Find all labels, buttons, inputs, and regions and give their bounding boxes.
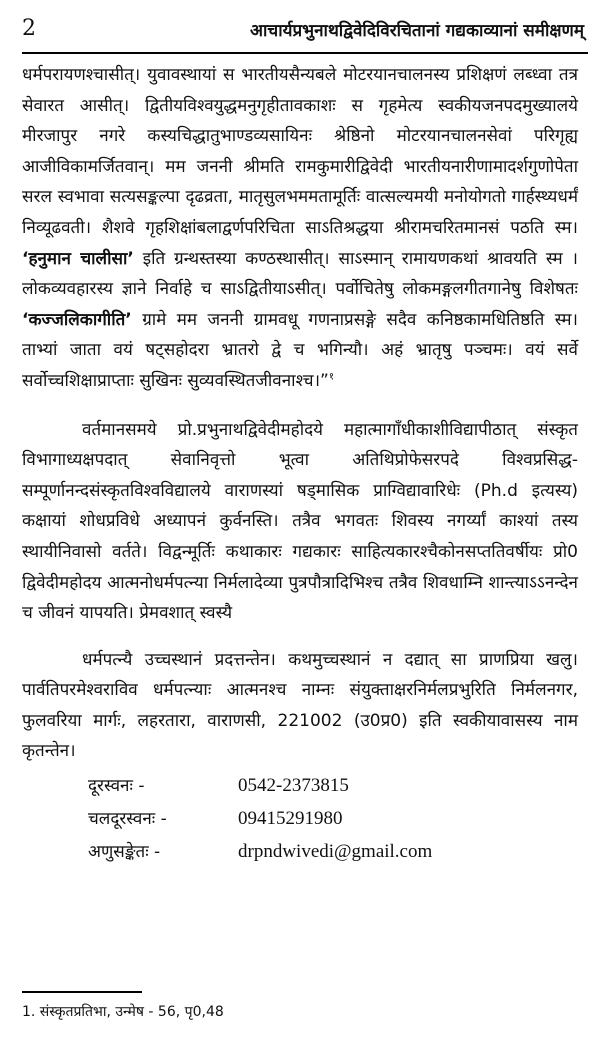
contact-value: drpndwivedi@gmail.com xyxy=(238,841,433,863)
contact-label: दूरस्वनः - xyxy=(88,776,145,797)
body-text xyxy=(22,60,578,866)
contact-value: 09415291980 xyxy=(238,808,343,830)
footnote: 1. संस्कृतप्रतिभा, उन्मेष - 56, पृ0,48 xyxy=(22,1004,224,1020)
contact-row-mobile xyxy=(22,800,578,833)
running-title: आचार्यप्रभुनाथद्विवेदिविरचितानां गद्यकाव्यानां समीक्षणम् xyxy=(250,21,584,41)
contact-label: अणुसङ्केतः - xyxy=(88,842,161,863)
paragraph-2: वर्तमानसमये प्रो.प्रभुनाथद्विवेदीमहोदये महात्मागाँधीकाशीविद्यापीठात् संस्कृत विभागाध्यक्षपदात् सेवानिवृत्तो भूत्वा अतिथिप्रोफेसरपदे विश्वप्रसिद्ध-सम्पूर्णानन्दसंस्कृतविश्वविद्यालये वाराणस्यां षड्मासिक प्राग्विद्यावारिधेः (Ph.d इत्यस्य) कक्षायां शोधप्रविधे अध्यापनं कुर्वनस्ति। तत्रैव भगवतः शिवस्य नगर्य्यां काश्यां तस्य स्थायीनिवासो वर्तते। विद्वन्मूर्तिः कथाकारः गद्यकारः साहित्यकारश्चैकोनसप्ततिवर्षीयः प्रो0 द्विवेदीमहोदय आत्मनोधर्मपत्न्या निर्मलादेव्या पुत्रपौत्रादिभिश्च तत्रैव शिवधाम्नि शान्त्याऽऽनन्देन च जीवनं यापयति। प्रेमवशात् स्वस्यै xyxy=(22,419,578,624)
page-number: 2 xyxy=(22,16,36,41)
header-rule xyxy=(22,52,588,54)
contact-row-landline xyxy=(22,767,578,800)
footnote-marker: १ xyxy=(328,371,335,383)
running-header xyxy=(8,16,588,50)
footnote-rule xyxy=(22,991,142,993)
paragraph-1-part-c: ग्रामे मम जननी ग्रामवधू गणनाप्रसङ्गे सदैव कनिष्ठकामधितिष्ठति स्म। ताभ्यां जाता वयं षट्सहोदरा भ्रातरो द्वे च भगिन्यौ। अहं भ्रातृषु पञ्चमः। वयं सर्वे सर्वोच्चशिक्षाप्राप्ताः सुखिनः सुव्यवस्थितजीवनाश्च।” xyxy=(22,309,578,391)
contact-label: चलदूरस्वनः - xyxy=(88,809,167,830)
paragraph-1-part-a: धर्मपरायणश्चासीत्। युवावस्थायां स भारतीयसैन्यबले मोटरयानचालनस्य प्रशिक्षणं लब्ध्वा तत्र सेवारत आसीत्। द्वितीयविश्वयुद्धमनुगृहीतावकाशः स गृहमेत्य स्वकीयजनपदमुख्यालये मीरजापुर नगरे कस्यचिद्धातुभाण्डव्यसायिनः श्रेष्ठिनो मोटरयानचालनसेवां परिगृह्य आजीविकामर्जितवान्। मम जननी श्रीमति रामकुमारीद्विवेदी भारतीयनारीणामादर्शगुणोपेता सरल स्वभावा सत्यसङ्कल्पा दृढव्रता, मातृसुलभममतामूर्तिः वात्सल्यमयी मनोयोगतो गार्हस्थ्यधर्मं निव्यूढवती। शैशवे गृहशिक्षांबलाद्वर्णपरिचिता साऽतिश्रद्धया श्रीरामचरितमानसं पठति स्म। xyxy=(22,65,578,238)
contact-row-email xyxy=(22,833,578,866)
bold-term-kajjalikagiti: ‘कज्जलिकागीति’ xyxy=(22,309,132,330)
paragraph-3: धर्मपत्न्यै उच्चस्थानं प्रदत्तन्तेन। कथमुच्चस्थानं न दद्यात् सा प्राणप्रिया खलु। पार्वतिपरमेश्वराविव धर्मपत्न्याः आत्मनश्च नाम्नः संयुक्ताक्षरनिर्मलप्रभुरिति निर्मलनगर, फुलवरिया मार्गः, लहरतारा, वाराणसी, 221002 (उ0प्र0) इति स्वकीयावासस्य नाम कृतन्तेन। xyxy=(22,649,578,762)
contact-list xyxy=(22,767,578,866)
contact-value: 0542-2373815 xyxy=(238,775,349,797)
paragraph-1 xyxy=(22,60,578,397)
bold-term-hanuman-chalisa: ‘हनुमान चालीसा’ xyxy=(22,248,134,269)
paragraph-1-part-b: इति ग्रन्थस्तस्या कण्ठस्थासीत्। साऽस्मान् रामायणकथां श्रावयति स्म । लोकव्यवहारस्य ज्ञाने निर्वाहे च साऽद्वितीयाऽसीत्। पर्वोचितेषु लोकमङ्गलगीतगानेषु विशेषतः xyxy=(22,248,578,300)
